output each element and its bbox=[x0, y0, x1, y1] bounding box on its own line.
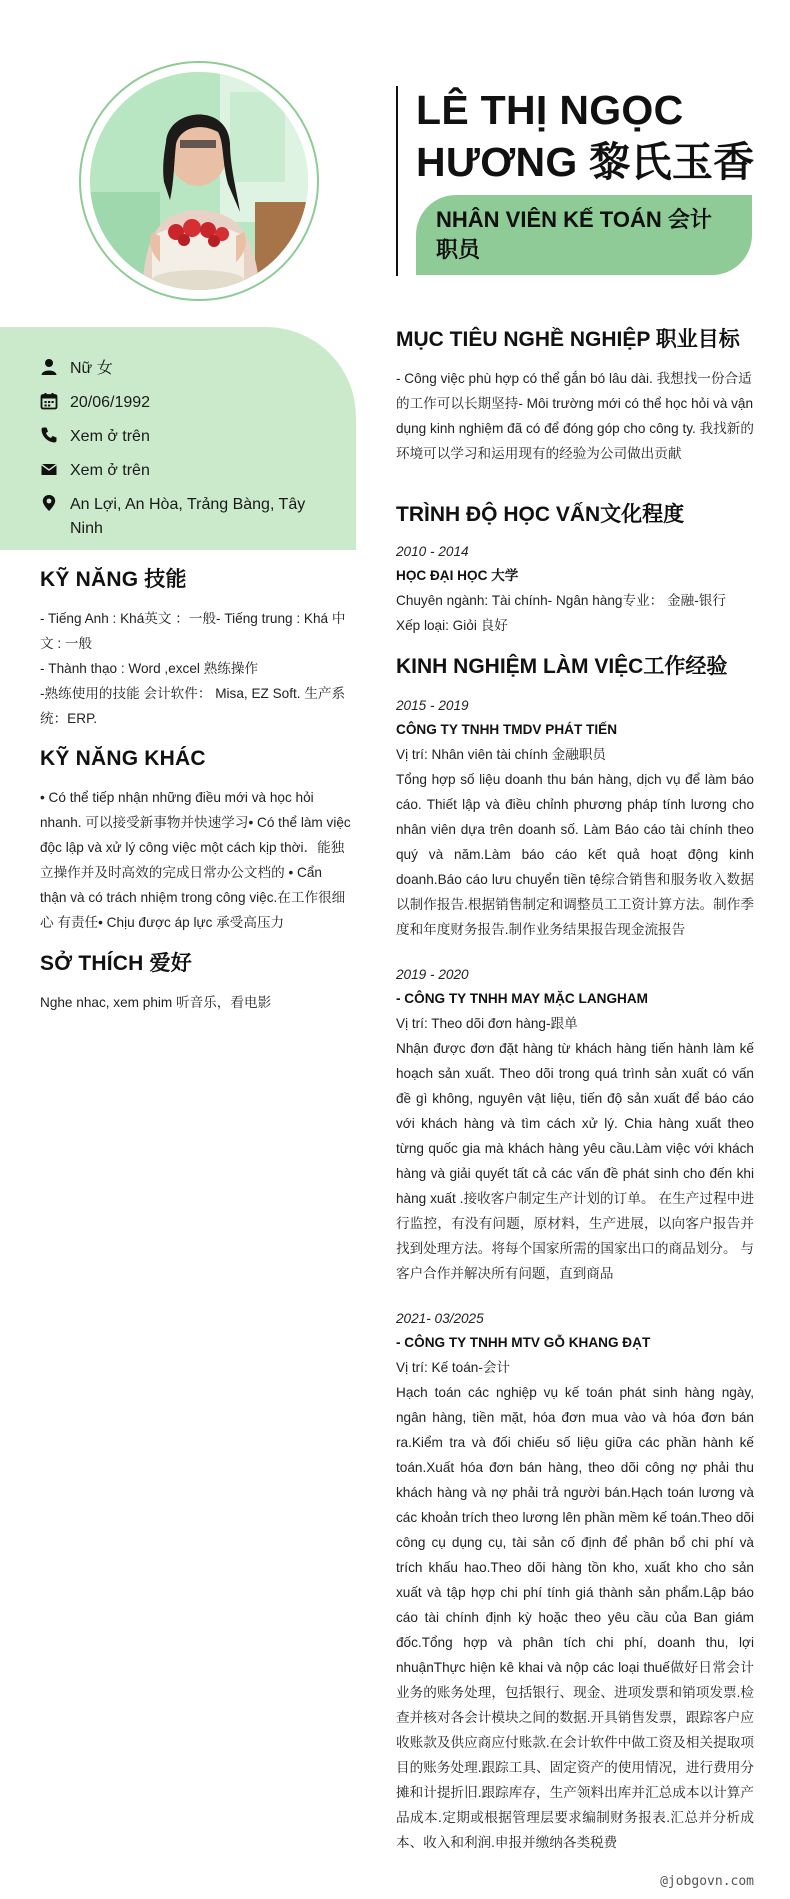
education-major: Chuyên ngành: Tài chính- Ngân hàng专业： 金融-银行 bbox=[396, 593, 726, 608]
phone-text: Xem ở trên bbox=[70, 428, 150, 445]
contact-email bbox=[40, 459, 330, 483]
location-icon bbox=[40, 494, 64, 516]
job-entry bbox=[396, 695, 754, 942]
job-entry bbox=[396, 964, 754, 1286]
skills-text: - Tiếng Anh : Khá英文 ：一般- Tiếng trung : Khá 中文 : 一般 - Thành thạo : Word ,excel 熟练操作 -熟练使用的技能 会计软件： Misa, EZ Soft. 生产系统：ERP. bbox=[40, 611, 346, 726]
mail-icon bbox=[40, 460, 64, 482]
job-position: Vị trí: Kế toán-会计 bbox=[396, 1360, 511, 1375]
hobbies-title: SỞ THÍCH 爱好 bbox=[40, 952, 192, 975]
job-description: Tổng hợp số liệu doanh thu bán hàng, dịch vụ để làm báo cáo. Thiết lập và điều chỉnh phương pháp tính lương cho nhân viên dựa trên doanh số. Làm Báo cáo tài chính theo quý và năm.Làm báo cáo kết quả hoạt động kinh doanh.Báo cáo lưu chuyển tiền tệ综合销售和服务收入数据以制作报告.根据销售制定和调整员工工资计算方法。制作季度和年度财务报告.制作业务结果报告现金流报告 bbox=[396, 772, 754, 937]
experience-section bbox=[396, 653, 754, 1855]
job-title-badge bbox=[416, 195, 752, 275]
phone-icon bbox=[40, 426, 64, 448]
job-description: Nhận được đơn đặt hàng từ khách hàng tiến hành làm kế hoạch sản xuất. Theo dõi trong quá trình sản xuất có vấn đề gì không, nguyên vật liệu, tiến độ sản xuất để báo cáo với khách hàng và tìm cách xử lý. Chia hàng xuất theo từng quốc gia mà khách hàng yêu cầu.Làm việc với khách hàng và giải quyết tất cả các vấn đề phát sinh cho đến khi hàng xuất .接收客户制定生产计划的订单。 在生产过程中进行监控，有没有问题，原材料，生产进展，以向客户报告并找到处理方法。将每个国家所需的国家出口的商品划分。 与客户合作并解决所有问题，直到商品 bbox=[396, 1041, 754, 1281]
left-column bbox=[0, 0, 356, 1899]
job-company: - CÔNG TY TNHH MTV GỖ KHANG ĐẠT bbox=[396, 1335, 651, 1350]
person-icon bbox=[40, 358, 64, 380]
job-description: Hạch toán các nghiệp vụ kế toán phát sinh hàng ngày, ngân hàng, tiền mặt, hóa đơn mua vào và hóa đơn bán ra.Kiểm tra và đối chiếu số liệu giữa các phần hành kế toán.Xuất hóa đơn bán hàng, theo dõi công nợ phải thu khách hàng và nợ phải trả người bán.Hạch toán lương và các khoản trích theo lương lên phần mềm kế toán.Theo dõi công cụ dụng cụ, tài sản cố định để phân bổ chi phí và trích khấu hao.Theo dõi hàng tồn kho, xuất kho cho sản xuất và tập hợp chi phí tính giá thành sản phẩm.Lập báo cáo tài chính định kỳ hoặc theo yêu cầu của Ban giám đốc.Tổng hợp và phân tích chi phí, doanh thu, lợi nhuậnThực hiện kê khai và nộp các loại thuế做好日常会计业务的账务处理，包括银行、现金、进项发票和销项发票.检查并核对各会计模块之间的数据.开具销售发票，跟踪客户应收账款及供应商应付账款.在会计软件中做工资及相关提取项目的账务处理.跟踪工具、固定资产的使用情况，进行费用分摊和计提折旧.跟踪库存，生产领料出库并汇总成本以计算产品成本.定期或根据管理层要求编制财务报表.汇总并分析成本、收入和利润.申报并缴纳各类税费 bbox=[396, 1385, 754, 1850]
objective-title: MỤC TIÊU NGHỀ NGHIỆP 职业目标 bbox=[396, 328, 740, 351]
education-section bbox=[396, 501, 754, 638]
birthday-text: 20/06/1992 bbox=[70, 394, 151, 411]
contact-gender bbox=[40, 357, 330, 381]
job-period: 2019 - 2020 bbox=[396, 967, 469, 982]
job-company: CÔNG TY TNHH TMDV PHÁT TIẾN bbox=[396, 722, 618, 737]
job-company: - CÔNG TY TNHH MAY MẶC LANGHAM bbox=[396, 991, 648, 1006]
objective-section bbox=[396, 326, 754, 466]
candidate-name bbox=[416, 84, 776, 188]
contact-address bbox=[40, 493, 330, 541]
name-line-1: LÊ THỊ NGỌC bbox=[416, 87, 684, 133]
calendar-icon bbox=[40, 392, 64, 414]
experience-title: KINH NGHIỆM LÀM VIỆC工作经验 bbox=[396, 655, 728, 678]
job-title: NHÂN VIÊN KẾ TOÁN 会计职员 bbox=[436, 207, 712, 262]
other-skills-text: • Có thể tiếp nhận những điều mới và học hỏi nhanh. 可以接受新事物并快速学习• Có thể làm việc độc lập và xử lý công việc một cách kịp thời．能独立操作并及时高效的完成日常办公文档的 • Cẩn thận và có trách nhiệm trong công việc.在工作很细心 有责任• Chịu được áp lực 承受高压力 bbox=[40, 790, 351, 930]
job-position: Vị trí: Theo dõi đơn hàng-跟单 bbox=[396, 1016, 578, 1031]
gender-text: Nữ 女 bbox=[70, 360, 113, 377]
contact-phone bbox=[40, 425, 330, 449]
other-skills-section bbox=[40, 745, 352, 935]
job-period: 2015 - 2019 bbox=[396, 698, 469, 713]
avatar bbox=[90, 72, 308, 290]
job-position: Vị trí: Nhân viên tài chính 金融职员 bbox=[396, 747, 607, 762]
job-entry bbox=[396, 1308, 754, 1855]
other-skills-title: KỸ NĂNG KHÁC bbox=[40, 747, 206, 770]
watermark: @jobgovn.com bbox=[660, 1874, 754, 1889]
education-grade: Xếp loại: Giỏi 良好 bbox=[396, 618, 508, 633]
job-period: 2021- 03/2025 bbox=[396, 1311, 484, 1326]
education-title: TRÌNH ĐỘ HỌC VẤN文化程度 bbox=[396, 503, 685, 526]
education-period: 2010 - 2014 bbox=[396, 544, 469, 559]
email-text: Xem ở trên bbox=[70, 462, 150, 479]
name-divider bbox=[396, 86, 398, 276]
address-text: An Lợi, An Hòa, Trảng Bàng, Tây Ninh bbox=[70, 496, 306, 537]
skills-section bbox=[40, 566, 352, 731]
skills-title: KỸ NĂNG 技能 bbox=[40, 568, 187, 591]
name-line-2: HƯƠNG 黎氏玉香 bbox=[416, 139, 755, 185]
hobbies-text: Nghe nhac, xem phim 听音乐，看电影 bbox=[40, 995, 272, 1010]
contact-panel bbox=[0, 327, 356, 550]
education-school: HỌC ĐẠI HỌC 大学 bbox=[396, 568, 519, 583]
avatar-photo bbox=[90, 72, 308, 290]
objective-text: - Công việc phù hợp có thể gắn bó lâu dài. 我想找一份合适的工作可以长期坚持- Môi trường mới có thể học hỏi và vận dụng kinh nghiệm đã có để đóng góp cho công ty. 我找新的环境可以学习和运用现有的经验为公司做出贡献 bbox=[396, 371, 754, 461]
hobbies-section bbox=[40, 950, 352, 1015]
contact-birthday bbox=[40, 391, 330, 415]
